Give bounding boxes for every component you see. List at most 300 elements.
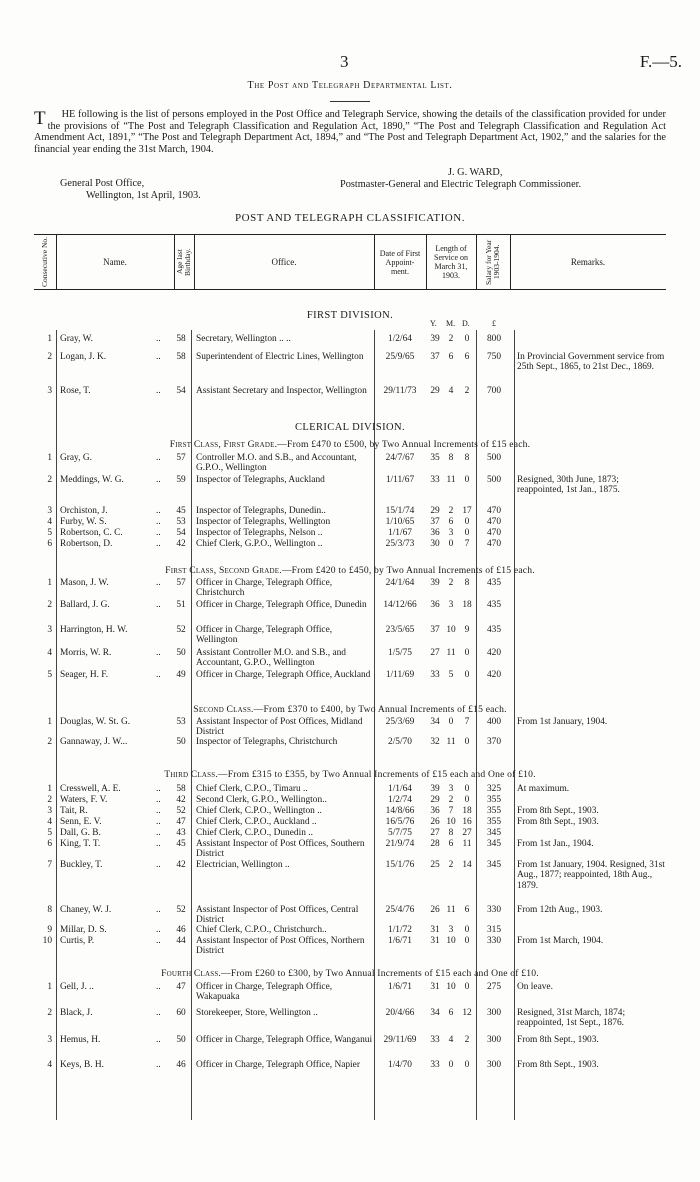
table-row	[34, 905, 666, 926]
row-years: 36	[430, 600, 440, 610]
row-days: 0	[464, 648, 470, 658]
row-days: 0	[464, 475, 470, 485]
table-row	[34, 625, 666, 646]
row-date: 1/4/70	[388, 1060, 412, 1070]
header-remarks: Remarks.	[570, 256, 606, 267]
row-number: 8	[47, 905, 52, 915]
table-row	[34, 795, 666, 805]
row-salary: 420	[486, 648, 502, 658]
row-date: 29/11/73	[383, 386, 417, 396]
row-date: 1/2/74	[388, 795, 412, 805]
row-name: Rose, T.	[60, 386, 91, 396]
row-remarks: Resigned, 30th June, 1873; reappointed, 1st Jan., 1875.	[517, 475, 620, 496]
row-date: 5/7/75	[388, 828, 412, 838]
row-salary: 345	[486, 828, 502, 838]
row-leader: ..	[156, 982, 161, 992]
row-years: 29	[430, 795, 440, 805]
row-age: 52	[176, 806, 186, 816]
row-years: 33	[430, 1060, 440, 1070]
row-name: Ballard, J. G.	[60, 600, 110, 610]
row-name: Buckley, T.	[60, 860, 103, 870]
row-months: 2	[448, 334, 454, 344]
row-salary: 330	[486, 936, 502, 946]
row-date: 1/11/67	[385, 475, 415, 485]
row-date: 25/4/76	[385, 905, 415, 915]
row-salary: 315	[486, 925, 502, 935]
row-salary: 500	[486, 453, 502, 463]
row-years: 29	[430, 506, 440, 516]
row-days: 0	[464, 528, 470, 538]
row-number: 1	[47, 334, 52, 344]
header-age-text: Age last Birthday.	[175, 248, 192, 276]
header-name: Name.	[103, 256, 127, 267]
row-age: 51	[176, 600, 186, 610]
row-salary: 435	[486, 625, 502, 635]
row-number: 10	[42, 936, 52, 946]
row-date: 2/5/70	[388, 737, 412, 747]
row-name: King, T. T.	[60, 839, 101, 849]
row-salary: 330	[486, 905, 502, 915]
row-days: 9	[464, 625, 470, 635]
row-office: Assistant Secretary and Inspector, Wellington	[196, 386, 367, 396]
row-years: 27	[430, 648, 440, 658]
row-days: 16	[462, 817, 472, 827]
row-name: Waters, F. V.	[60, 795, 108, 805]
row-leader: ..	[156, 578, 161, 588]
table-row	[34, 352, 666, 373]
row-name: Furby, W. S.	[60, 517, 107, 527]
row-years: 31	[430, 936, 440, 946]
row-number: 5	[47, 828, 52, 838]
row-office: Chief Clerk, C.P.O., Auckland ..	[196, 817, 317, 827]
row-leader: ..	[156, 828, 161, 838]
row-number: 4	[47, 517, 52, 527]
row-date: 25/3/73	[385, 539, 415, 549]
classification-title: POST AND TELEGRAPH CLASSIFICATION.	[235, 212, 465, 224]
row-office: Assistant Controller M.O. and S.B., and Accountant, G.P.O., Wellington	[196, 648, 346, 669]
table-row	[34, 784, 666, 794]
row-months: 2	[448, 506, 454, 516]
row-office: Officer in Charge, Telegraph Office, Wakapuaka	[196, 982, 333, 1003]
table-row	[34, 828, 666, 838]
row-remarks: From 1st January, 1904. Resigned, 31st Aug., 1877; reappointed, 18th Aug., 1879.	[517, 860, 665, 891]
row-name: Dall, G. B.	[60, 828, 101, 838]
row-days: 7	[464, 539, 470, 549]
row-years: 32	[430, 737, 440, 747]
signature-name: J. G. WARD,	[448, 167, 503, 178]
row-months: 0	[448, 717, 454, 727]
row-name: Logan, J. K.	[60, 352, 107, 362]
row-office: Inspector of Telegraphs, Nelson ..	[196, 528, 323, 538]
row-date: 1/1/67	[388, 528, 412, 538]
row-date: 14/8/66	[385, 806, 415, 816]
row-date: 20/4/66	[385, 1008, 415, 1018]
header-no	[34, 235, 56, 289]
unit-months: M.	[446, 319, 456, 328]
row-number: 3	[47, 806, 52, 816]
row-leader: ..	[156, 905, 161, 915]
unit-days: D.	[462, 319, 470, 328]
row-days: 14	[462, 860, 472, 870]
row-leader: ..	[156, 1008, 161, 1018]
row-number: 1	[47, 784, 52, 794]
row-name: Millar, D. S.	[60, 925, 107, 935]
row-leader: ..	[156, 600, 161, 610]
row-remarks: From 8th Sept., 1903.	[517, 1060, 599, 1070]
row-remarks: From 12th Aug., 1903.	[517, 905, 603, 915]
row-date: 21/9/74	[385, 839, 415, 849]
row-date: 1/11/69	[385, 670, 415, 680]
row-date: 29/11/69	[383, 1035, 417, 1045]
row-months: 10	[446, 982, 456, 992]
table-row	[34, 860, 666, 891]
row-remarks: From 1st January, 1904.	[517, 717, 608, 727]
row-months: 11	[446, 648, 456, 658]
header-salary	[476, 235, 510, 289]
row-name: Gannaway, J. W...	[60, 737, 128, 747]
row-years: 33	[430, 1035, 440, 1045]
row-number: 4	[47, 817, 52, 827]
row-months: 5	[448, 670, 454, 680]
row-remarks: On leave.	[517, 982, 553, 992]
row-number: 1	[47, 578, 52, 588]
row-years: 37	[430, 352, 440, 362]
row-leader: ..	[156, 334, 161, 344]
row-years: 29	[430, 386, 440, 396]
row-months: 10	[446, 936, 456, 946]
row-office: Assistant Inspector of Post Offices, Central District	[196, 905, 359, 926]
row-age: 47	[176, 982, 186, 992]
grade-title-class: Third Class.	[164, 769, 218, 780]
row-months: 2	[448, 578, 454, 588]
row-office: Officer in Charge, Telegraph Office, Auckland	[196, 670, 371, 680]
row-years: 37	[430, 625, 440, 635]
row-days: 0	[464, 784, 470, 794]
row-number: 2	[47, 475, 52, 485]
row-date: 1/1/64	[388, 784, 412, 794]
row-days: 2	[464, 1035, 470, 1045]
table-row	[34, 578, 666, 599]
row-office: Assistant Inspector of Post Offices, Northern District	[196, 936, 365, 957]
row-number: 1	[47, 982, 52, 992]
grade-title	[0, 769, 700, 780]
row-months: 7	[448, 806, 454, 816]
row-years: 34	[430, 717, 440, 727]
row-date: 24/1/64	[385, 578, 415, 588]
row-age: 50	[176, 737, 186, 747]
grade-title-class: Fourth Class.	[161, 968, 222, 979]
row-years: 36	[430, 528, 440, 538]
row-date: 15/1/76	[385, 860, 415, 870]
signature-title: Postmaster-General and Electric Telegraph Commissioner.	[340, 179, 582, 190]
row-office: Inspector of Telegraphs, Dunedin..	[196, 506, 326, 516]
row-office: Electrician, Wellington ..	[196, 860, 290, 870]
row-remarks: In Provincial Government service from 25th Sept., 1865, to 21st Dec., 1869.	[517, 352, 665, 373]
row-years: 31	[430, 982, 440, 992]
row-salary: 325	[486, 784, 502, 794]
row-leader: ..	[156, 1060, 161, 1070]
row-months: 11	[446, 905, 456, 915]
grade-title	[0, 704, 700, 715]
row-number: 3	[47, 1035, 52, 1045]
row-months: 8	[448, 453, 454, 463]
row-name: Keys, B. H.	[60, 1060, 105, 1070]
row-remarks: Resigned, 31st March, 1874; reappointed, 1st Sept., 1876.	[517, 1008, 626, 1029]
row-number: 4	[47, 1060, 52, 1070]
row-date: 1/10/65	[385, 517, 415, 527]
row-age: 57	[176, 578, 186, 588]
row-age: 58	[176, 784, 186, 794]
row-office: Inspector of Telegraphs, Auckland	[196, 475, 325, 485]
row-leader: ..	[156, 1035, 161, 1045]
row-days: 8	[464, 578, 470, 588]
row-age: 59	[176, 475, 186, 485]
row-days: 0	[464, 925, 470, 935]
row-months: 4	[448, 1035, 454, 1045]
row-salary: 300	[486, 1035, 502, 1045]
grade-title-class: First Class, Second Grade.	[165, 565, 282, 576]
row-age: 49	[176, 670, 186, 680]
grade-title-range: —From £260 to £300, by Two Annual Increments of £15 each and One of £10.	[221, 968, 539, 979]
row-years: 27	[430, 828, 440, 838]
row-salary: 345	[486, 839, 502, 849]
row-name: Meddings, W. G.	[60, 475, 124, 485]
row-remarks: At maximum.	[517, 784, 570, 794]
row-salary: 300	[486, 1008, 502, 1018]
row-years: 35	[430, 453, 440, 463]
table-row	[34, 539, 666, 549]
row-number: 5	[47, 528, 52, 538]
row-number: 1	[47, 717, 52, 727]
row-leader: ..	[156, 386, 161, 396]
row-years: 39	[430, 578, 440, 588]
row-age: 60	[176, 1008, 186, 1018]
row-salary: 400	[486, 717, 502, 727]
row-name: Curtis, P.	[60, 936, 95, 946]
row-salary: 435	[486, 600, 502, 610]
row-name: Tait, R.	[60, 806, 88, 816]
row-salary: 470	[486, 539, 502, 549]
row-office: Secretary, Wellington .. ..	[196, 334, 291, 344]
row-months: 10	[446, 817, 456, 827]
intro-text: HE following is the list of persons employed in the Post Office and Telegraph Service, showing the details of the classification provided for under the provisions of “The Post and Telegraph Classification and Regulation Act, 1890,” “The Post and Telegraph Classification and Regulation Act Amendment Act, 1891,” “The Post and Telegraph Department Act, 1894,” and “The Post and Telegraph Department Act, 1902,” and the salaries for the financial year ending the 31st March, 1904.	[34, 109, 666, 155]
table-row	[34, 334, 666, 344]
table-row	[34, 528, 666, 538]
header-age	[174, 235, 194, 289]
row-days: 0	[464, 517, 470, 527]
row-salary: 355	[486, 817, 502, 827]
clerical-division-title: CLERICAL DIVISION.	[294, 422, 406, 433]
row-salary: 355	[486, 795, 502, 805]
row-number: 3	[47, 625, 52, 635]
row-number: 6	[47, 839, 52, 849]
row-date: 1/6/71	[388, 982, 412, 992]
row-date: 24/7/67	[385, 453, 415, 463]
row-months: 11	[446, 475, 456, 485]
row-leader: ..	[156, 648, 161, 658]
row-years: 34	[430, 1008, 440, 1018]
first-division-title: FIRST DIVISION.	[306, 310, 394, 321]
table-row	[34, 817, 666, 827]
table-row	[34, 1060, 666, 1081]
row-months: 3	[448, 784, 454, 794]
table-row	[34, 717, 666, 738]
table-row	[34, 1035, 666, 1056]
row-age: 42	[176, 795, 186, 805]
row-leader: ..	[156, 670, 161, 680]
row-age: 58	[176, 352, 186, 362]
row-salary: 370	[486, 737, 502, 747]
table-row	[34, 600, 666, 621]
row-age: 47	[176, 817, 186, 827]
address-line-2: Wellington, 1st April, 1903.	[86, 190, 201, 201]
row-salary: 435	[486, 578, 502, 588]
row-days: 0	[464, 670, 470, 680]
row-days: 17	[462, 506, 472, 516]
row-days: 0	[464, 795, 470, 805]
row-days: 0	[464, 737, 470, 747]
row-number: 2	[47, 737, 52, 747]
row-name: Chaney, W. J.	[60, 905, 112, 915]
row-days: 0	[464, 936, 470, 946]
grade-title	[0, 439, 700, 450]
row-office: Officer in Charge, Telegraph Office, Christchurch	[196, 578, 333, 599]
row-days: 2	[464, 386, 470, 396]
table-row	[34, 925, 666, 935]
row-months: 0	[448, 539, 454, 549]
row-number: 3	[47, 386, 52, 396]
row-years: 39	[430, 334, 440, 344]
row-office: Officer in Charge, Telegraph Office, Dunedin	[196, 600, 367, 610]
row-leader: ..	[156, 936, 161, 946]
row-date: 15/1/74	[385, 506, 415, 516]
page-number: 3	[340, 52, 349, 71]
grade-title-range: —From £370 to £400, by Two Annual Increments of £15 each.	[253, 704, 507, 715]
row-name: Seager, H. F.	[60, 670, 109, 680]
table-row	[34, 453, 666, 474]
row-age: 46	[176, 925, 186, 935]
table-row	[34, 506, 666, 516]
row-name: Gell, J. ..	[60, 982, 94, 992]
row-name: Mason, J. W.	[60, 578, 109, 588]
row-months: 2	[448, 860, 454, 870]
row-days: 0	[464, 982, 470, 992]
row-leader: ..	[156, 806, 161, 816]
row-days: 0	[464, 1060, 470, 1070]
row-months: 4	[448, 386, 454, 396]
row-leader: ..	[156, 539, 161, 549]
row-name: Cresswell, A. E.	[60, 784, 121, 794]
row-years: 33	[430, 670, 440, 680]
row-salary: 470	[486, 528, 502, 538]
row-age: 42	[176, 860, 186, 870]
row-age: 43	[176, 828, 186, 838]
row-months: 8	[448, 828, 454, 838]
row-number: 2	[47, 795, 52, 805]
row-name: Morris, W. R.	[60, 648, 112, 658]
row-number: 2	[47, 1008, 52, 1018]
grade-title-range: —From £315 to £355, by Two Annual Increments of £15 each and One of £10.	[217, 769, 536, 780]
row-years: 28	[430, 839, 440, 849]
row-leader: ..	[156, 839, 161, 849]
row-office: Chief Clerk, G.P.O., Wellington ..	[196, 539, 323, 549]
row-leader: ..	[156, 453, 161, 463]
table-row	[34, 517, 666, 527]
row-years: 36	[430, 806, 440, 816]
address-line-1: General Post Office,	[60, 178, 145, 189]
row-office: Assistant Inspector of Post Offices, Southern District	[196, 839, 365, 860]
table-row	[34, 806, 666, 816]
table-row	[34, 386, 666, 407]
row-days: 7	[464, 717, 470, 727]
table-row	[34, 475, 666, 496]
row-age: 52	[176, 905, 186, 915]
row-salary: 355	[486, 806, 502, 816]
row-office: Officer in Charge, Telegraph Office, Napier	[196, 1060, 360, 1070]
row-remarks: From 8th Sept., 1903.	[517, 806, 599, 816]
row-salary: 500	[486, 475, 502, 485]
row-number: 9	[47, 925, 52, 935]
row-years: 33	[430, 475, 440, 485]
row-date: 25/9/65	[385, 352, 415, 362]
row-salary: 470	[486, 517, 502, 527]
grade-title	[0, 968, 700, 979]
row-months: 2	[448, 795, 454, 805]
table-row	[34, 648, 666, 669]
row-age: 50	[176, 648, 186, 658]
row-date: 1/5/75	[388, 648, 412, 658]
row-days: 11	[462, 839, 472, 849]
row-leader: ..	[156, 925, 161, 935]
row-age: 54	[176, 528, 186, 538]
row-months: 3	[448, 528, 454, 538]
row-remarks: From 1st March, 1904.	[517, 936, 604, 946]
row-leader: ..	[156, 506, 161, 516]
row-months: 6	[448, 517, 454, 527]
table-row	[34, 670, 666, 691]
row-date: 25/3/69	[385, 717, 415, 727]
row-years: 37	[430, 517, 440, 527]
row-salary: 275	[486, 982, 502, 992]
row-date: 1/1/72	[388, 925, 412, 935]
row-days: 8	[464, 453, 470, 463]
row-office: Inspector of Telegraphs, Wellington	[196, 517, 331, 527]
row-name: Harrington, H. W.	[60, 625, 128, 635]
row-months: 6	[448, 352, 454, 362]
row-date: 16/5/76	[385, 817, 415, 827]
table-row	[34, 1008, 666, 1029]
row-salary: 700	[486, 386, 502, 396]
row-remarks: From 1st Jan., 1904.	[517, 839, 594, 849]
row-months: 3	[448, 925, 454, 935]
row-leader: ..	[156, 784, 161, 794]
row-leader: ..	[156, 860, 161, 870]
heading-rule	[330, 101, 370, 102]
grade-title-range: —From £420 to £450, by Two Annual Increments of £15 each.	[281, 565, 535, 576]
row-age: 53	[176, 717, 186, 727]
row-age: 58	[176, 334, 186, 344]
row-number: 1	[47, 453, 52, 463]
row-date: 1/2/64	[388, 334, 412, 344]
table-row	[34, 839, 666, 860]
row-name: Senn, E. V.	[60, 817, 102, 827]
row-months: 3	[448, 600, 454, 610]
row-office: Chief Clerk, C.P.O., Dunedin ..	[196, 828, 313, 838]
grade-title	[0, 565, 700, 576]
row-months: 6	[448, 1008, 454, 1018]
table-row	[34, 936, 666, 957]
row-age: 50	[176, 1035, 186, 1045]
